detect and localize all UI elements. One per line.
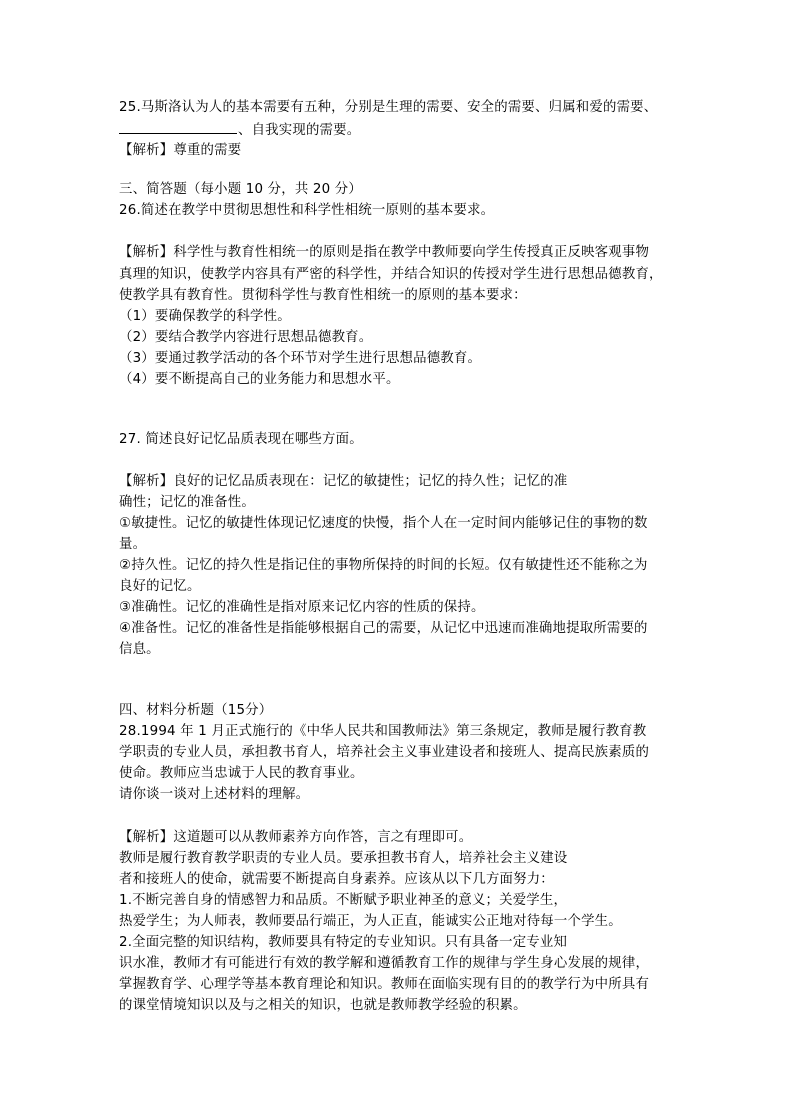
section3-heading: 三、简答题（每小题 10 分，共 20 分） (119, 182, 362, 197)
q28-analysis-line: 者和接班人的使命，就需要不断提高自身素养。应该从以下几方面努力： (119, 872, 554, 887)
q26-analysis-line: （2）要结合教学内容进行思想品德教育。 (119, 330, 373, 345)
q25-question-line2 (119, 120, 360, 141)
q28-material-line: 请你谈一谈对上述材料的理解。 (119, 787, 310, 802)
q28-analysis-line: 掌握教育学、心理学等基本教育理论和知识。教师在面临实现有目的的教学行为中所具有 (119, 977, 650, 992)
q26-analysis-line: （1）要确保教学的科学性。 (119, 309, 291, 324)
q26-analysis-line: （4）要不断提高自己的业务能力和思想水平。 (119, 372, 400, 387)
q26-analysis-line: 真理的知识，使教学内容具有严密的科学性，并结合知识的传授对学生进行思想品德教育， (119, 267, 663, 282)
q28-analysis-line: 2.全面完整的知识结构，教师要具有特定的专业知识。只有具备一定专业知 (119, 935, 568, 950)
q25-question-line2-tail: 、自我实现的需要。 (238, 123, 361, 138)
q27-analysis-line: ②持久性。记忆的持久性是指记住的事物所保持的时间的长短。仅有敏捷性还不能称之为 (119, 558, 648, 573)
q28-analysis-line: 教师是履行教育教学职责的专业人员。要承担教书育人，培养社会主义建设 (119, 851, 568, 866)
q25-analysis: 【解析】尊重的需要 (119, 143, 242, 158)
q26-question: 26.简述在教学中贯彻思想性和科学性相统一原则的基本要求。 (119, 203, 495, 218)
q26-analysis-line: 使教学具有教育性。贯彻科学性与教育性相统一的原则的基本要求： (119, 288, 527, 303)
q28-analysis-line: 识水准，教师才有可能进行有效的教学解和遵循教育工作的规律与学生身心发展的规律， (119, 956, 650, 971)
q27-analysis-line: 确性；记忆的准备性。 (119, 495, 255, 510)
q28-analysis-line: 热爱学生；为人师表，教师要品行端正，为人正直，能诚实公正地对待每一个学生。 (119, 914, 622, 929)
q28-analysis-line: 1.不断完善自身的情感智力和品质。不断赋予职业神圣的意义；关爱学生， (119, 893, 568, 908)
q28-material-line: 28.1994 年 1 月正式施行的《中华人民共和国教师法》第三条规定，教师是履行教育教 (119, 724, 647, 739)
q27-analysis-line: ③准确性。记忆的准确性是指对原来记忆内容的性质的保持。 (119, 600, 485, 615)
q28-analysis-line: 【解析】这道题可以从教师素养方向作答，言之有理即可。 (119, 830, 473, 845)
q28-analysis-line: 的课堂情境知识以及与之相关的知识，也就是教师教学经验的积累。 (119, 998, 527, 1013)
q27-analysis-line: 【解析】良好的记忆品质表现在：记忆的敏捷性；记忆的持久性；记忆的准 (119, 474, 568, 489)
q28-material-line: 使命。教师应当忠诚于人民的教育事业。 (119, 766, 364, 781)
q26-analysis-line: （3）要通过教学活动的各个环节对学生进行思想品德教育。 (119, 351, 482, 366)
q26-analysis-line: 【解析】科学性与教育性相统一的原则是指在教学中教师要向学生传授真正反映客观事物 (119, 245, 650, 260)
q25-question-line1: 25.马斯洛认为人的基本需要有五种，分别是生理的需要、安全的需要、归属和爱的需要、 (119, 100, 658, 115)
q28-material-line: 学职责的专业人员，承担教书育人，培养社会主义事业建设者和接班人、提高民族素质的 (119, 745, 650, 760)
section4-heading: 四、材料分析题（15分） (119, 703, 273, 718)
q27-question: 27. 简述良好记忆品质表现在哪些方面。 (119, 432, 363, 447)
q27-analysis-line: ①敏捷性。记忆的敏捷性体现记忆速度的快慢，指个人在一定时间内能够记住的事物的数 (119, 516, 648, 531)
q27-analysis-line: ④准备性。记忆的准备性是指能够根据自己的需要，从记忆中迅速而准确地提取所需要的 (119, 621, 648, 636)
q27-analysis-line: 良好的记忆。 (119, 579, 201, 594)
fill-in-blank (119, 120, 237, 134)
q27-analysis-line: 信息。 (119, 642, 160, 657)
q27-analysis-line: 量。 (119, 537, 147, 552)
